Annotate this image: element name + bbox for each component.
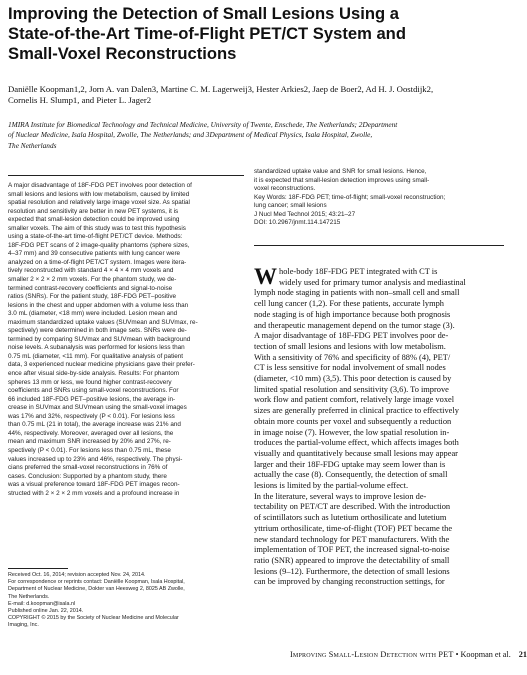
abstract-line: cases. Conclusion: Supported by a phantom study, there — [8, 472, 167, 480]
body-line: node staging is of high importance because both prognosis — [254, 309, 451, 319]
body-line: In the literature, several ways to improve lesion de- — [254, 491, 427, 501]
abstract-line: than 0.75 mL (21 in total), the average increase was 21% and — [8, 421, 181, 429]
abstract-line: noise levels. A subanalysis was performed for lesions less than — [8, 344, 185, 352]
footnote-line: For correspondence or reprints contact: Daniëlle Koopman, Isala Hospital, — [8, 579, 185, 586]
abstract-line: tively reconstructed with standard 4 × 4 × 4 mm voxels and — [8, 267, 174, 275]
body-line: implementation of TOF PET, the increased signal-to-noise — [254, 545, 450, 555]
footnote-line: E-mail: d.koopman@isala.nl — [8, 600, 76, 607]
drop-cap: W — [254, 264, 277, 289]
abstract-line: crease in SUVmax and SUVmean using the small-voxel images — [8, 404, 187, 412]
abstract-line: cians preferred the small-voxel reconstructions in 76% of — [8, 464, 168, 472]
body-column — [254, 264, 504, 588]
author-line: Daniëlle Koopman1,2, Jorn A. van Dalen3, Martine C. M. Lagerweij3, Hester Arkies2, Jaep de Boer2, Ad H. J. Oostdijk2, — [8, 84, 434, 94]
abstract-line: using a state-of-the-art time-of-flight PET/CT device. Methods: — [8, 233, 183, 241]
footnote — [8, 572, 244, 630]
abstract-line: mean and maximum SNR increased by 20% and 27%, re- — [8, 438, 171, 446]
abstract-line: spheres 13 mm or less, we found higher contrast-recovery — [8, 378, 172, 386]
abstract-line: analyzed on a time-of-flight PET/CT system. Images were itera- — [8, 258, 187, 266]
abstract-line: voxel reconstructions. — [254, 185, 316, 193]
abstract-line: smaller 2 × 2 × 2 mm voxels. For the phantom study, we de- — [8, 276, 177, 284]
abstract-line: ence after visual side-by-side analysis. Results: For phantom — [8, 370, 180, 378]
abstract-text — [8, 176, 244, 498]
author-list — [8, 84, 498, 106]
abstract-line: spatial resolution and relatively large image voxel size. As spatial — [8, 199, 190, 207]
page-number: 21 — [518, 650, 527, 659]
affiliation-line: of Nuclear Medicine, Isala Hospital, Zwolle, The Netherlands; and 3Department of Medical Physics, Isala Hospital, Zwolle, — [8, 130, 373, 140]
abstract-line: lesions in the chest and upper abdomen with a volume less than — [8, 301, 189, 309]
footnote-line: The Netherlands. — [8, 593, 50, 600]
body-line: troduces the partial-volume effect, which affects images both — [254, 438, 459, 448]
body-line: can be improved by changing reconstruction settings, for — [254, 577, 445, 587]
abstract-line: data, 3 experienced nuclear medicine physicians gave their prefer- — [8, 361, 195, 369]
abstract-line: A major disadvantage of 18F-FDG PET involves poor detection of — [8, 182, 192, 189]
article-title — [8, 4, 478, 64]
abstract-line: lung cancer; small lesions — [254, 202, 327, 210]
abstract-line: 66 included 18F-FDG PET–positive lesions, the average in- — [8, 395, 176, 403]
footer-bullet: • — [455, 650, 459, 659]
body-line: tection of small lesions and lesions with low metabolism. — [254, 341, 446, 351]
footnote-line: Department of Nuclear Medicine, Dokter van Heesweg 2, 8025 AB Zwolle, — [8, 586, 185, 593]
abstract-divider — [254, 245, 504, 246]
abstract-line: spectively (P < 0.01). For lesions less than 0.75 mL, these — [8, 446, 171, 454]
title-line: Improving the Detection of Small Lesions Using a — [8, 4, 399, 23]
abstract-line: termined contrast-recovery coefficients and signal-to-noise — [8, 284, 173, 292]
abstract-line: termined by comparing SUVmax and SUVmean with background — [8, 335, 191, 343]
body-line: yttrium orthosilicate, time-of-flight (TOF) PET became the — [254, 523, 453, 533]
body-line: lesions is limited by the partial-volume effect. — [254, 481, 409, 491]
title-line: State-of-the-Art Time-of-Flight PET/CT System and — [8, 24, 406, 43]
footnote-line: Imaging, Inc. — [8, 622, 39, 629]
body-line: work flow and patient comfort, relatively large image voxel — [254, 395, 455, 405]
abstract-line: expected that small-lesion detection could be improved using — [8, 216, 180, 224]
abstract-line: was 17% and 32%, respectively (P < 0.01). For lesions less — [8, 412, 175, 420]
body-line: actually the case (8). Consequently, the detection of small — [254, 470, 448, 480]
abstract-line: it is expected that small-lesion detection improves using small- — [254, 176, 430, 184]
footnote-line: Received Oct. 16, 2014; revision accepted Nov. 24, 2014. — [8, 572, 146, 578]
footer-authors: Koopman et al. — [460, 650, 511, 659]
affiliation-line: 1MIRA Institute for Biomedical Technology and Technical Medicine, University of Twente, Enschede, The Netherlands; 2Department — [8, 120, 398, 129]
author-line: Cornelis H. Slump1, and Pieter L. Jager2 — [8, 95, 152, 105]
body-line: cell lung cancer (1,2). For these patients, accurate lymph — [254, 299, 444, 309]
body-line: new standard technology for PET manufacturers. With the — [254, 534, 450, 544]
body-line: in image noise (7). However, the low spatial resolution in- — [254, 427, 450, 437]
footnote-divider — [8, 568, 68, 569]
abstract-line: 18F-FDG PET scans of 2 image-quality phantoms (sphere sizes, — [8, 241, 190, 249]
body-line: of scintillators such as lutetium orthosilicate and lutetium — [254, 513, 447, 523]
abstract-line: was a visual preference toward 18F-FDG PET images recon- — [8, 481, 180, 489]
footnote-line: COPYRIGHT © 2015 by the Society of Nuclear Medicine and Molecular — [8, 615, 179, 622]
body-line: ratio (SNR) appeared to improve the detectability of small — [254, 555, 450, 565]
abstract-continuation — [254, 168, 504, 228]
abstract-line: maximum standardized uptake values (SUVmean and SUVmax, re- — [8, 318, 198, 326]
abstract-line: DOI: 10.2967/jnmt.114.147215 — [254, 219, 341, 227]
body-line: widely used for primary tumor analysis and mediastinal — [279, 277, 466, 287]
abstract-line: standardized uptake value and SNR for small lesions. Hence, — [254, 168, 427, 175]
body-line: limited spatial resolution and sensitivity (3,6). To improve — [254, 384, 449, 394]
affiliations — [8, 120, 498, 151]
abstract-line: coefficients and SNRs using small-voxel reconstructions. For — [8, 387, 179, 395]
affiliation-line: The Netherlands — [8, 140, 57, 150]
body-line: A major disadvantage of 18F-FDG PET involves poor de- — [254, 331, 449, 341]
abstract-line: smaller voxels. The aim of this study was to test this hypothesis — [8, 224, 186, 232]
footnote-line: Published online Jan. 22, 2014. — [8, 608, 84, 615]
body-line: CT is less sensitive for nodal involvement of small nodes — [254, 363, 446, 373]
abstract-line: 3.0 mL (diameter, <18 mm) were included. Lesion mean and — [8, 310, 178, 318]
abstract-line: values increased up to 23% and 46%, respectively. The physi- — [8, 455, 183, 463]
abstract-line: small lesions and lesions with low metabolism, caused by limited — [8, 190, 190, 198]
abstract-line: resolution and sensitivity are better in new PET systems, it is — [8, 207, 179, 215]
body-line: obtain more counts per voxel and subsequently a reduction — [254, 416, 452, 426]
body-line: lesions (9–12). Furthermore, the detection of small lesions — [254, 566, 450, 576]
title-line: Small-Voxel Reconstructions — [8, 44, 237, 63]
abstract-line: 44%, respectively. Moreover, averaged over all lesions, the — [8, 429, 174, 437]
body-line: lymph node staging in patients with non–small cell and small — [254, 288, 460, 298]
abstract-line: 0.75 mL (diameter, <11 mm). For qualitative analysis of patient — [8, 352, 184, 360]
page-footer — [290, 650, 527, 659]
abstract-line: J Nucl Med Technol 2015; 43:21–27 — [254, 210, 356, 218]
abstract-line: structed with 2 × 2 × 2 mm voxels and a profound increase in — [8, 489, 180, 497]
body-line: With a sensitivity of 76% and specificity of 88% (4), PET/ — [254, 352, 451, 362]
body-line: larger and their 18F-FDG uptake may seem lower than is — [254, 459, 446, 469]
body-line: tectability on PET/CT are described. With the introduction — [254, 502, 451, 512]
body-line: (diameter, <10 mm) (3,5). This poor detection is caused by — [254, 374, 452, 384]
body-line: hole-body 18F-FDG PET integrated with CT is — [279, 267, 438, 276]
body-line: sizes are generally preferred in clinical practice to effectively — [254, 406, 459, 416]
abstract-line: 4–37 mm) and 39 consecutive patients with lung cancer were — [8, 250, 181, 258]
abstract-line: Key Words: 18F-FDG PET; time-of-flight; small-voxel reconstruction; — [254, 193, 446, 201]
abstract-line: spectively) were determined in both image sets. SNRs were de- — [8, 327, 187, 335]
abstract-line: ratios (SNRs). For the patient study, 18F-FDG PET–positive — [8, 293, 177, 301]
running-title: Improving Small-Lesion Detection with PET — [290, 650, 454, 659]
body-line: and therapeutic management depend on the tumor stage (3). — [254, 320, 455, 330]
body-line: visually and quantitatively because small lesions may appear — [254, 448, 458, 458]
abstract-box — [8, 175, 244, 563]
